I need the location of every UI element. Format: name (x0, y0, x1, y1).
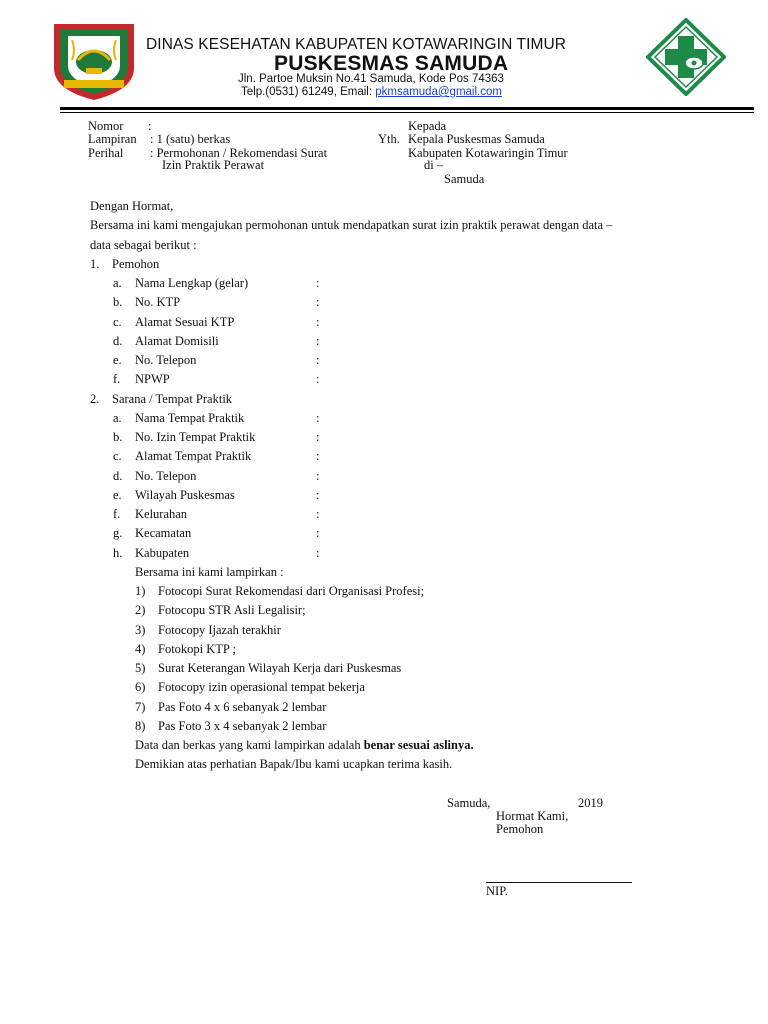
field-colon: : (316, 546, 320, 560)
phone-text: Telp.(0531) 61249, Email: (241, 86, 376, 98)
section-title: Pemohon (112, 257, 160, 271)
attachment-text: Fotocopu STR Asli Legalisir; (158, 603, 306, 617)
recipient-title: Kepala Puskesmas Samuda (408, 132, 545, 146)
attachment-num: 4) (135, 642, 146, 656)
field-colon: : (316, 353, 320, 367)
nip-label: NIP. (486, 884, 508, 898)
field-label: Kabupaten (135, 546, 190, 560)
field-label: NPWP (135, 372, 170, 386)
field-letter: h. (113, 546, 123, 560)
field-colon: : (316, 295, 320, 309)
signature-regards: Hormat Kami, (496, 809, 569, 823)
attachment-text: Fotocopi Surat Rekomendasi dari Organisasi Profesi; (158, 584, 425, 598)
statement-line (135, 738, 474, 753)
field-letter: d. (113, 334, 123, 348)
field-colon: : (316, 430, 320, 444)
attachment-num: 8) (135, 719, 146, 733)
recipient-regency: Kabupaten Kotawaringin Timur (408, 146, 568, 160)
field-letter: a. (113, 276, 122, 290)
field-label: No. Izin Tempat Praktik (135, 430, 256, 444)
field-label: Nama Tempat Praktik (135, 411, 245, 425)
attachment-text: Surat Keterangan Wilayah Kerja dari Puskesmas (158, 661, 402, 675)
attachment-text: Pas Foto 3 x 4 sebanyak 2 lembar (158, 719, 327, 733)
perihal-label: Perihal (88, 146, 124, 160)
attachment-num: 2) (135, 603, 146, 617)
kepada-label: Kepada (408, 119, 447, 133)
attachment-num: 1) (135, 584, 146, 598)
field-letter: f. (113, 372, 121, 386)
agency-name: DINAS KESEHATAN KABUPATEN KOTAWARINGIN TIMUR (146, 36, 567, 53)
signature-line (486, 882, 632, 883)
attachment-text: Fotocopy Ijazah terakhir (158, 623, 281, 637)
email-link[interactable]: pkmsamuda@gmail.com (375, 86, 502, 98)
attachment-text: Fotocopy izin operasional tempat bekerja (158, 680, 365, 694)
field-label: Wilayah Puskesmas (135, 488, 235, 502)
intro-line-2: data sebagai berikut : (90, 238, 197, 252)
lampiran-value: : 1 (satu) berkas (150, 132, 231, 146)
nomor-colon: : (148, 119, 152, 133)
field-colon: : (316, 449, 320, 463)
field-label: No. KTP (135, 295, 181, 309)
signature-place: Samuda, (447, 796, 491, 810)
field-letter: b. (113, 430, 123, 444)
intro-line-1: Bersama ini kami mengajukan permohonan untuk mendapatkan surat izin praktik perawat dengan data – (90, 218, 613, 232)
field-label: No. Telepon (135, 469, 197, 483)
field-letter: a. (113, 411, 122, 425)
field-letter: e. (113, 353, 122, 367)
field-colon: : (316, 507, 320, 521)
contact-line (241, 86, 502, 98)
puskesmas-name: PUSKESMAS SAMUDA (274, 52, 509, 75)
field-colon: : (316, 526, 320, 540)
field-letter: e. (113, 488, 122, 502)
field-letter: d. (113, 469, 123, 483)
recipient-place: Samuda (444, 172, 485, 186)
field-label: Nama Lengkap (gelar) (135, 276, 249, 290)
header-rule-thin (60, 112, 754, 113)
yth-label: Yth. (378, 132, 400, 146)
attachment-text: Pas Foto 4 x 6 sebanyak 2 lembar (158, 700, 327, 714)
attachment-num: 3) (135, 623, 146, 637)
greeting: Dengan Hormat, (90, 199, 174, 213)
field-label: Alamat Tempat Praktik (135, 449, 252, 463)
field-colon: : (316, 488, 320, 502)
field-label: Alamat Sesuai KTP (135, 315, 235, 329)
field-letter: f. (113, 507, 121, 521)
perihal-value: : Permohonan / Rekomendasi Surat (150, 146, 328, 160)
section-number: 2. (90, 392, 100, 406)
field-letter: c. (113, 315, 122, 329)
field-colon: : (316, 411, 320, 425)
statement-text: Data dan berkas yang kami lampirkan adalah (135, 738, 364, 752)
field-colon: : (316, 276, 320, 290)
attachment-num: 5) (135, 661, 146, 675)
signature-role: Pemohon (496, 822, 544, 836)
regency-emblem-logo (48, 20, 140, 102)
field-label: Kecamatan (135, 526, 192, 540)
attachment-num: 7) (135, 700, 146, 714)
section-number: 1. (90, 257, 100, 271)
field-colon: : (316, 334, 320, 348)
field-label: Kelurahan (135, 507, 188, 521)
perihal-value-cont: Izin Praktik Perawat (162, 158, 265, 172)
signature-year: 2019 (578, 796, 603, 810)
puskesmas-cross-logo (646, 18, 726, 96)
field-colon: : (316, 315, 320, 329)
statement-emphasis: benar sesuai aslinya. (363, 738, 474, 752)
field-colon: : (316, 469, 320, 483)
header-rule-thick (60, 107, 754, 110)
attachment-num: 6) (135, 680, 146, 694)
attachment-text: Fotokopi KTP ; (158, 642, 237, 656)
field-letter: b. (113, 295, 123, 309)
section-title: Sarana / Tempat Praktik (112, 392, 233, 406)
lampiran-label: Lampiran (88, 132, 137, 146)
attachments-intro: Bersama ini kami lampirkan : (135, 565, 284, 579)
field-letter: g. (113, 526, 123, 540)
field-label: Alamat Domisili (135, 334, 219, 348)
field-label: No. Telepon (135, 353, 197, 367)
address-line: Jln. Partoe Muksin No.41 Samuda, Kode Pos 74363 (238, 73, 504, 85)
field-letter: c. (113, 449, 122, 463)
nomor-label: Nomor (88, 119, 124, 133)
closing-line: Demikian atas perhatian Bapak/Ibu kami ucapkan terima kasih. (135, 757, 453, 771)
field-colon: : (316, 372, 320, 386)
recipient-di: di – (424, 158, 444, 172)
